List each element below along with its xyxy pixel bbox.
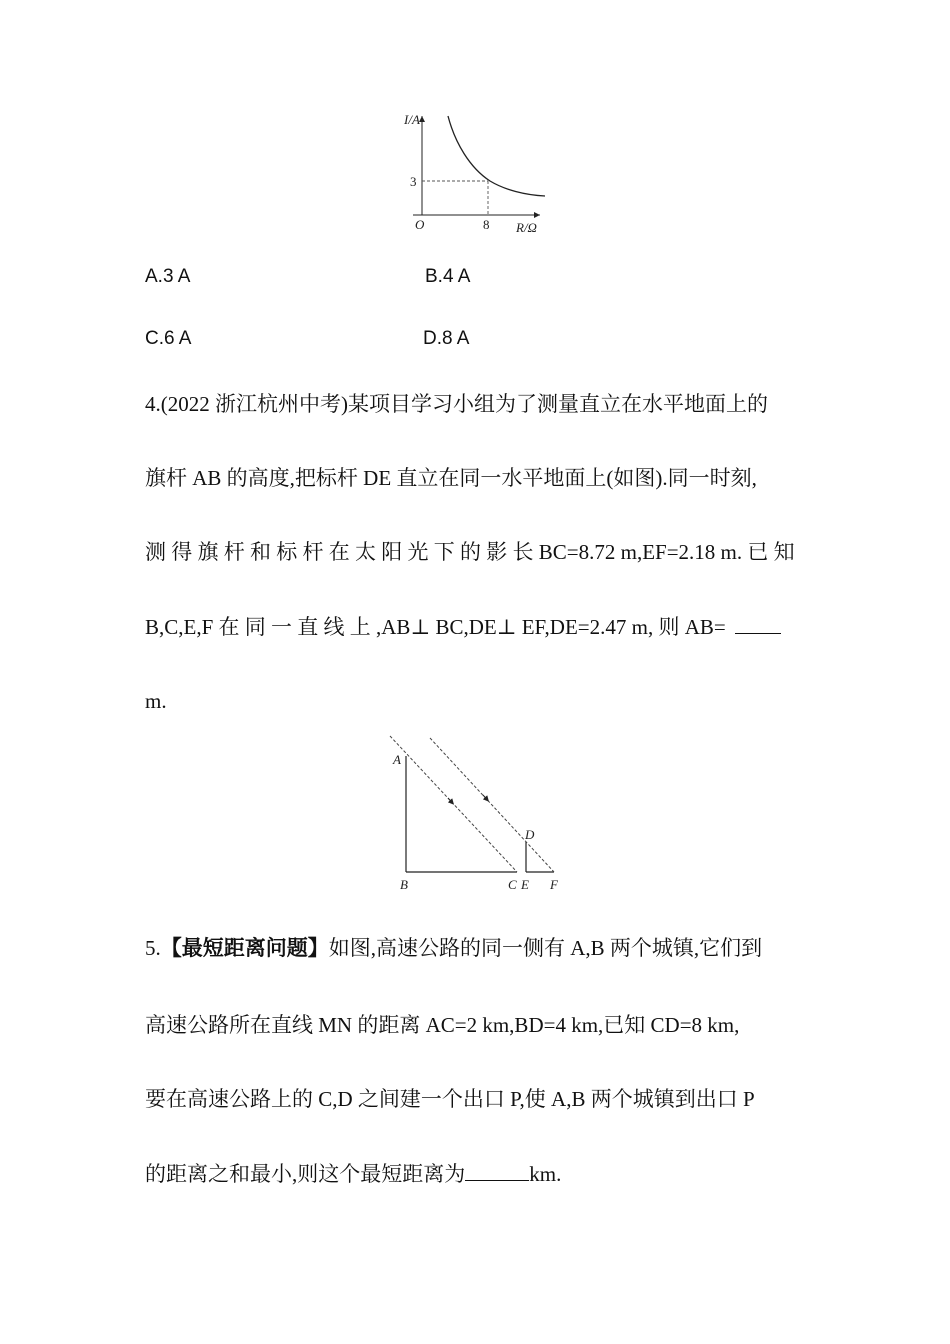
current-resistance-graph [395, 108, 555, 238]
q5-line-1 [145, 934, 762, 962]
option-c: C.6 A [145, 328, 192, 349]
label-b: B [400, 877, 408, 892]
flagpole-shadow-figure [380, 730, 570, 895]
q4-line-2: 旗杆 AB 的高度,把标杆 DE 直立在同一水平地面上(如图).同一时刻, [145, 466, 757, 490]
q4-line-5: m. [145, 689, 167, 713]
label-a: A [393, 752, 401, 767]
ray-arrow-2 [483, 795, 487, 800]
q4-line-4 [145, 613, 781, 641]
q4-line-3: 测 得 旗 杆 和 标 杆 在 太 阳 光 下 的 影 长 BC=8.72 m,EF=2.18 m. 已 知 [145, 540, 795, 564]
q5-line-4-text: 的距离之和最小,则这个最短距离为 [145, 1162, 466, 1186]
q5-number: 5. [145, 936, 161, 960]
q5-line-3: 要在高速公路上的 C,D 之间建一个出口 P,使 A,B 两个城镇到出口 P [145, 1087, 755, 1111]
option-b: B.4 A [425, 266, 471, 287]
option-a: A.3 A [145, 266, 191, 287]
x-axis-label: R/Ω [516, 220, 537, 235]
label-f: F [550, 877, 558, 892]
q5-line-1-text: 如图,高速公路的同一侧有 A,B 两个城镇,它们到 [328, 936, 763, 960]
q4-line-1: 4.(2022 浙江杭州中考)某项目学习小组为了测量直立在水平地面上的 [145, 392, 768, 416]
option-d: D.8 A [423, 328, 470, 349]
q4-line-4-text: B,C,E,F 在 同 一 直 线 上 ,AB⊥ BC,DE⊥ EF,DE=2.47 m, 则 AB= [145, 615, 726, 639]
origin-label: O [415, 217, 425, 232]
q5-line-4-unit: km. [529, 1162, 562, 1186]
x-tick-label: 8 [483, 217, 490, 232]
y-axis-label: I/A [404, 112, 420, 127]
answer-blank-distance[interactable] [465, 1160, 529, 1181]
label-e: E [521, 877, 529, 892]
answer-blank-ab[interactable] [735, 613, 781, 634]
ray-through-a [390, 736, 517, 872]
label-c: C [508, 877, 517, 892]
ray-through-d [430, 738, 554, 872]
label-d: D [525, 827, 535, 842]
q5-line-2: 高速公路所在直线 MN 的距离 AC=2 km,BD=4 km,已知 CD=8 km, [145, 1013, 740, 1037]
inverse-curve [448, 116, 545, 196]
ray-arrow-1 [448, 798, 452, 803]
q5-topic-tag: 【最短距离问题】 [160, 936, 329, 960]
q5-line-4 [145, 1160, 561, 1188]
y-tick-label: 3 [410, 174, 417, 189]
